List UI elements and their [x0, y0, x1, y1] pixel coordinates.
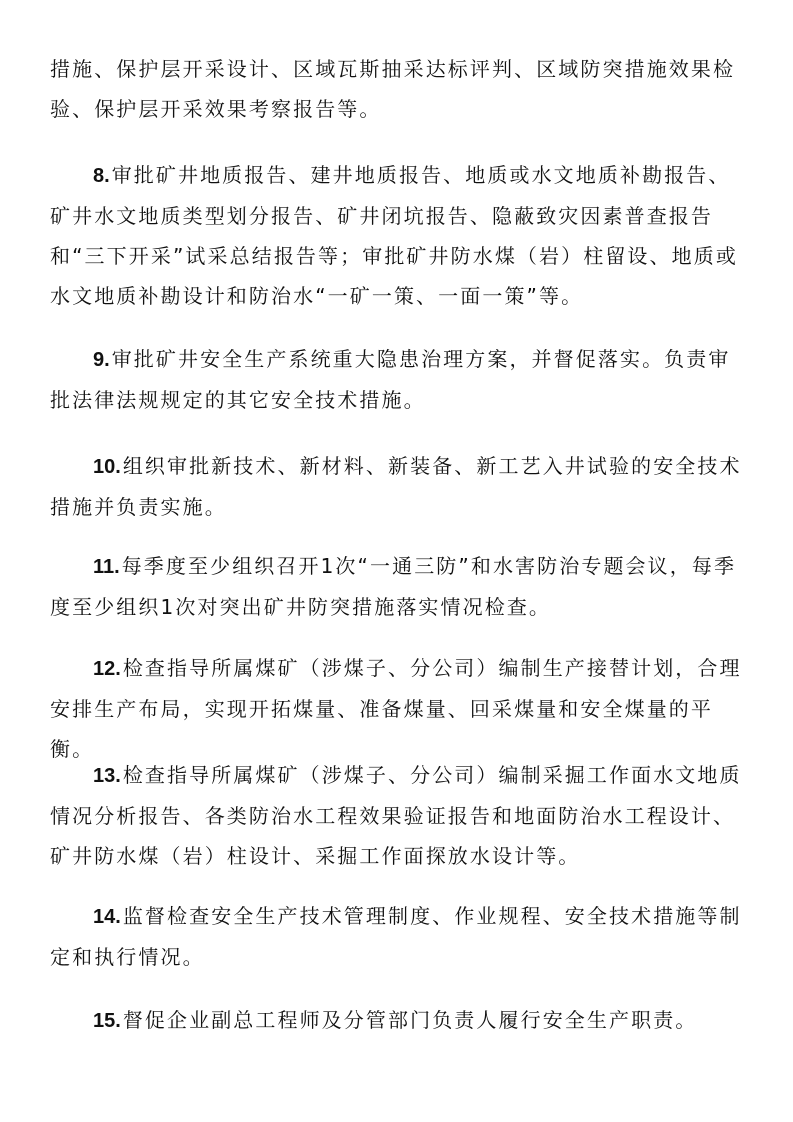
item-9 [50, 339, 746, 420]
item-10 [50, 446, 746, 527]
item-12 [50, 648, 746, 769]
item-11 [50, 546, 746, 627]
item-14 [50, 896, 746, 977]
item-13 [50, 755, 746, 876]
item-number: 10. [93, 456, 121, 478]
continuation-paragraph: 措施、保护层开采设计、区域瓦斯抽采达标评判、区域防突措施效果检验、保护层开采效果考察报告等。 [50, 57, 736, 121]
item-number: 12. [93, 658, 121, 680]
item-number: 11. [93, 556, 120, 578]
item-text: 每季度至少组织召开1次“一通三防”和水害防治专题会议，每季度至少组织1次对突出矿井防突措施落实情况检查。 [50, 554, 737, 619]
item-15 [50, 1000, 746, 1041]
item-text: 组织审批新技术、新材料、新装备、新工艺入井试验的安全技术措施并负责实施。 [50, 454, 742, 519]
item-text: 审批矿井地质报告、建井地质报告、地质或水文地质补勘报告、矿井水文地质类型划分报告、矿井闭坑报告、隐蔽致灾因素普查报告和“三下开采”试采总结报告等；审批矿井防水煤（岩）柱留设、地质或水文地质补勘设计和防治水“一矿一策、一面一策”等。 [50, 163, 738, 308]
item-number: 9. [93, 349, 110, 371]
item-number: 14. [93, 906, 121, 928]
item-text: 检查指导所属煤矿（涉煤子、分公司）编制生产接替计划，合理安排生产布局，实现开拓煤量、准备煤量、回采煤量和安全煤量的平衡。 [50, 656, 742, 761]
item-number: 15. [93, 1010, 121, 1032]
item-text: 监督检查安全生产技术管理制度、作业规程、安全技术措施等制定和执行情况。 [50, 904, 742, 969]
item-number: 13. [93, 765, 121, 787]
item-text: 督促企业副总工程师及分管部门负责人履行安全生产职责。 [122, 1008, 698, 1032]
item-text: 审批矿井安全生产系统重大隐患治理方案，并督促落实。负责审批法律法规规定的其它安全技术措施。 [50, 347, 731, 412]
item-8 [50, 155, 746, 316]
item-number: 8. [93, 165, 110, 187]
item-text: 检查指导所属煤矿（涉煤子、分公司）编制采掘工作面水文地质情况分析报告、各类防治水工程效果验证报告和地面防治水工程设计、矿井防水煤（岩）柱设计、采掘工作面探放水设计等。 [50, 763, 742, 868]
